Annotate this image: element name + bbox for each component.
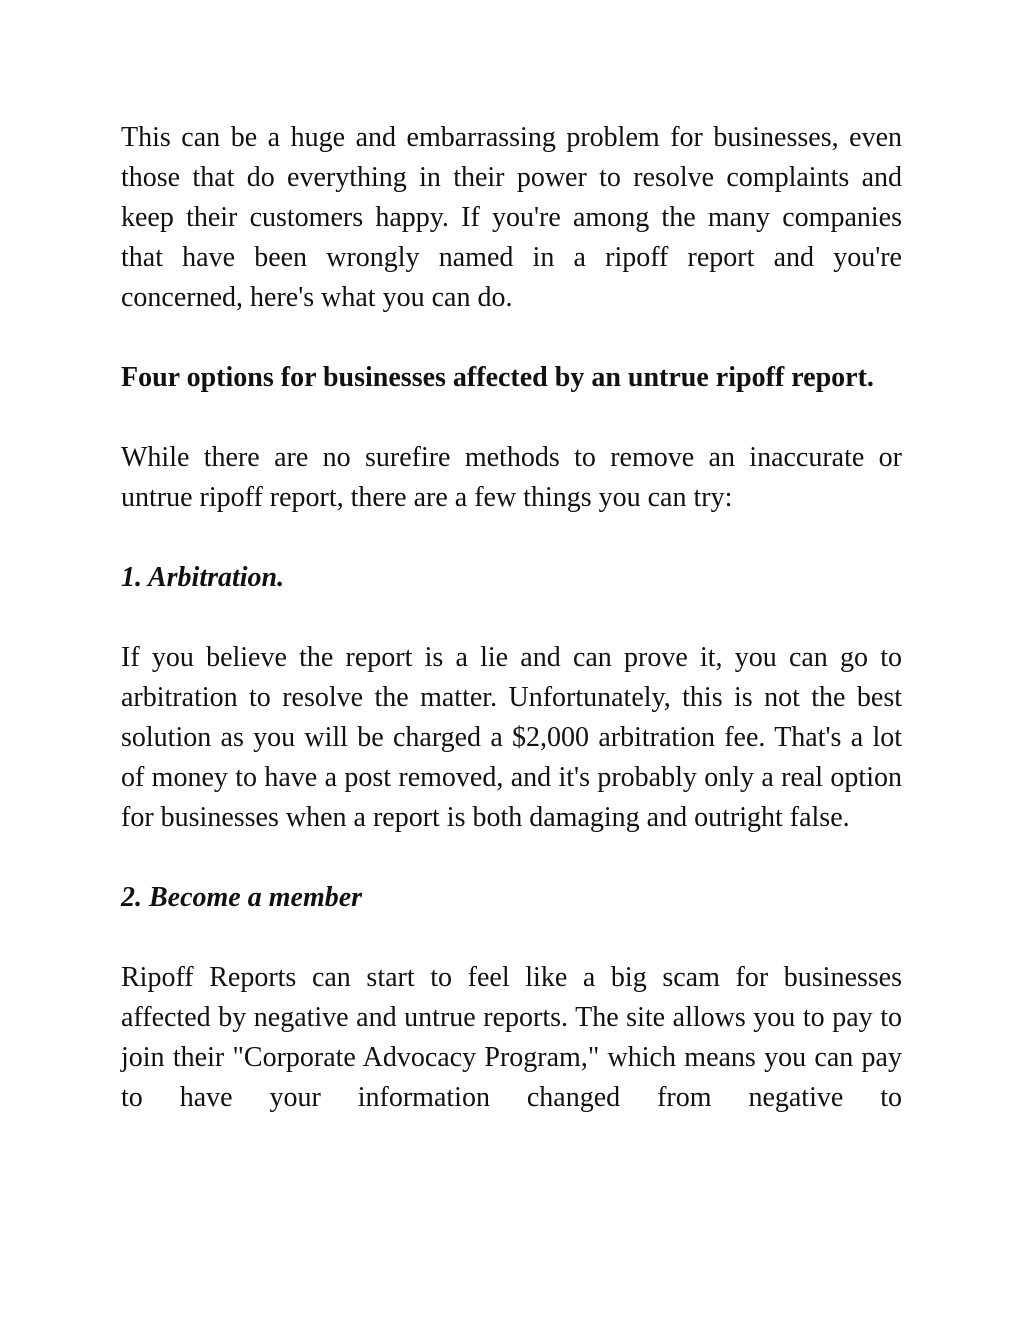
section-heading: Four options for businesses affected by an untrue ripoff report. [121,362,874,393]
intro-paragraph: This can be a huge and embarrassing problem for businesses, even those that do everything in their power to resolve complaints and keep their customers happy. If you're among the many companies that have been wrongly named in a ripoff report and you're concerned, here's what you can do. [121,122,902,313]
options-intro-paragraph: While there are no surefire methods to remove an inaccurate or untrue ripoff report, there are a few things you can try: [121,442,902,513]
option-2-heading: 2. Become a member [121,882,363,913]
option-2-paragraph: Ripoff Reports can start to feel like a big scam for businesses affected by negative and untrue reports. The site allows you to pay to join their "Corporate Advocacy Program," which means you can pay to have your information changed from negative to [121,962,902,1113]
option-1-heading: 1. Arbitration. [121,562,285,593]
document-body [121,118,902,1158]
option-1-paragraph: If you believe the report is a lie and can prove it, you can go to arbitration to resolve the matter. Unfortunately, this is not the best solution as you will be charged a $2,000 arbitration fee. That's a lot of money to have a post removed, and it's probably only a real option for businesses when a report is both damaging and outright false. [121,642,902,833]
